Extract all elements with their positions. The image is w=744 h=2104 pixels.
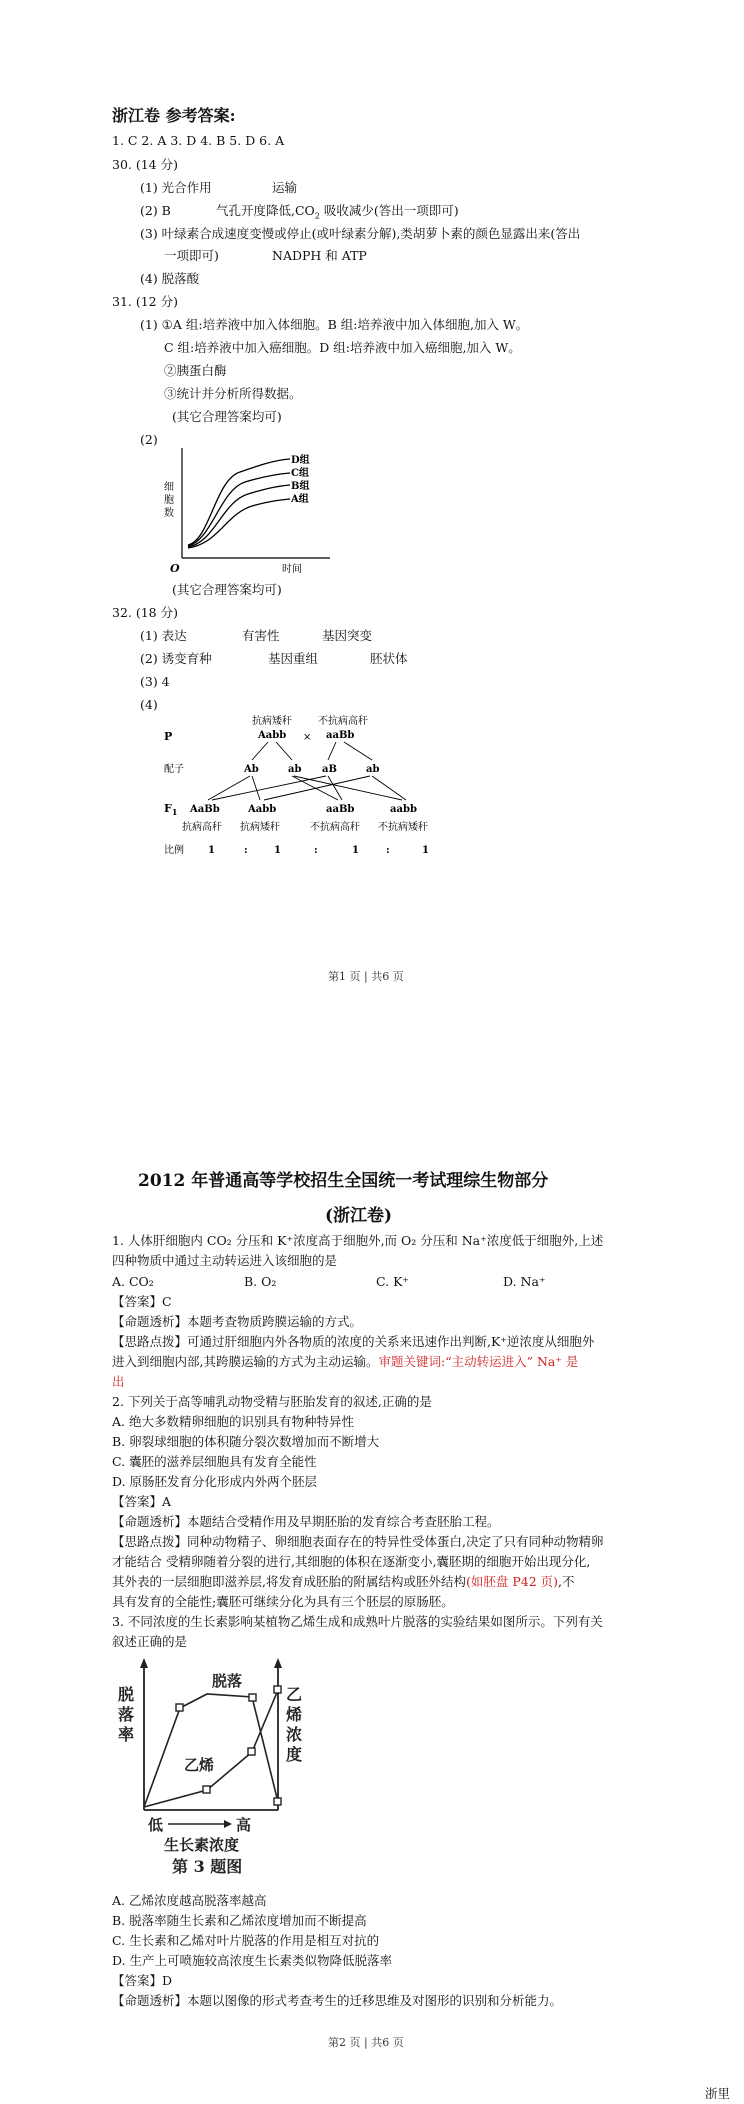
q32-line4: (4)	[140, 697, 158, 712]
q32-number: 32. (18 分)	[112, 605, 178, 620]
left-axis-label-char: 落	[118, 1705, 135, 1724]
x-arrow-head	[224, 1820, 232, 1828]
q32-line2a: (2) 诱变育种	[140, 651, 212, 666]
abscission-curve-label: 脱落	[212, 1672, 243, 1690]
ratio-colon: :	[314, 845, 318, 856]
left-axis-label-char: 脱	[118, 1685, 135, 1704]
q31-line5: (其它合理答案均可)	[172, 409, 282, 424]
graph-ylabel-3: 数	[164, 508, 174, 519]
f1-generation-label: $F_1$	[164, 802, 178, 817]
genetic-cross-diagram	[160, 712, 480, 867]
q32-line1c: 基因突变	[322, 628, 373, 643]
q31-line1: (1) ①A 组:培养液中加入体细胞。B 组:培养液中加入体细胞,加入 W。	[140, 317, 529, 332]
q1-stem-1: 1. 人体肝细胞内 CO₂ 分压和 K⁺浓度高于细胞外,而 O₂ 分压和 Na⁺浓度低于细胞外,上述	[112, 1233, 604, 1248]
x-low-label: 低	[148, 1816, 164, 1834]
q32-line3: (3) 4	[140, 674, 170, 689]
q1-option-c: C. K⁺	[376, 1274, 410, 1289]
q2-option-a: A. 绝大多数精卵细胞的识别具有物种特异性	[112, 1414, 354, 1429]
fertilization-line	[264, 776, 370, 800]
q32-line1a: (1) 表达	[140, 628, 187, 643]
graph-ylabel-2: 胞	[164, 495, 174, 506]
mc-answers: 1. C 2. A 3. D 4. B 5. D 6. A	[112, 133, 285, 148]
q1-answer: 【答案】C	[112, 1294, 172, 1309]
answer-key-heading: 浙江卷 参考答案:	[112, 106, 236, 125]
left-axis-label-char: 率	[118, 1725, 135, 1744]
q31-line4: ③统计并分析所得数据。	[164, 386, 302, 401]
q2-hint-3: 其外表的一层细胞即滋养层,将发育成胚胎的附属结构或胚外结构(如胚盘 P42 页),不	[112, 1574, 575, 1589]
q3-analysis: 【命题透析】本题以图像的形式考查考生的迁移思维及对图形的识别和分析能力。	[112, 1993, 563, 2008]
meiosis-line	[328, 742, 336, 760]
q30-line4: (4) 脱落酸	[140, 271, 200, 286]
meiosis-line	[252, 742, 268, 760]
q2-analysis: 【命题透析】本题结合受精作用及早期胚胎的发育综合考查胚胎工程。	[112, 1514, 500, 1529]
q2-hint-2: 才能结合 受精卵随着分裂的进行,其细胞的体积在逐渐变小,囊胚期的细胞开始出现分化,	[112, 1554, 591, 1569]
figure-3-graph	[112, 1652, 322, 1874]
q32-line2c: 胚状体	[370, 651, 408, 666]
page1-footer: 第1 页 | 共6 页	[328, 970, 404, 983]
ratio-value: 1	[208, 845, 215, 856]
right-axis-label-char: 浓	[286, 1725, 303, 1744]
q1-hint-2: 进入到细胞内部,其跨膜运输的方式为主动运输。审题关键词:“主动转运进入” Na⁺ 是	[112, 1354, 579, 1369]
q31-line2: C 组:培养液中加入癌细胞。D 组:培养液中加入癌细胞,加入 W。	[164, 340, 521, 355]
q2-answer: 【答案】A	[112, 1494, 172, 1509]
exam-subtitle: (浙江卷)	[325, 1206, 393, 1226]
q3-stem-2: 叙述正确的是	[112, 1634, 188, 1649]
q30-line3c: NADPH 和 ATP	[272, 248, 367, 263]
q31-line6: (2)	[140, 432, 158, 447]
abscission-point	[249, 1694, 256, 1701]
gamete-4: ab	[366, 764, 380, 775]
meiosis-line	[344, 742, 372, 760]
q1-stem-2: 四种物质中通过主动转运进入该细胞的是	[112, 1253, 338, 1268]
corner-watermark: 浙里	[705, 2086, 731, 2101]
parent2-genotype: aaBb	[326, 730, 355, 741]
curve-b	[188, 485, 290, 547]
curve-c	[188, 473, 290, 546]
q31-line7: (其它合理答案均可)	[172, 582, 282, 597]
q3-option-c: C. 生长素和乙烯对叶片脱落的作用是相互对抗的	[112, 1933, 380, 1948]
q32-line1b: 有害性	[242, 628, 280, 643]
q2-option-d: D. 原肠胚发育分化形成内外两个胚层	[112, 1474, 318, 1489]
phenotype-3: 不抗病高秆	[310, 822, 360, 833]
q1-option-b: B. O₂	[244, 1274, 277, 1289]
fertilization-line	[252, 776, 260, 800]
q30-number: 30. (14 分)	[112, 157, 178, 172]
graph-series-c: C组	[291, 468, 309, 479]
fertilization-line	[372, 776, 406, 800]
figure-caption: 第 3 题图	[172, 1857, 243, 1874]
q2-option-b: B. 卵裂球细胞的体积随分裂次数增加而不断增大	[112, 1434, 380, 1449]
abscission-point	[274, 1798, 281, 1805]
q2-hint-4: 具有发育的全能性;囊胚可继续分化为具有三个胚层的原肠胚。	[112, 1594, 454, 1609]
abscission-curve	[144, 1694, 278, 1807]
q3-option-a: A. 乙烯浓度越高脱落率越高	[112, 1893, 267, 1908]
cross-symbol: ×	[303, 732, 312, 743]
graph-origin: O	[170, 562, 180, 575]
fertilization-line	[328, 776, 342, 800]
curve-a	[188, 499, 290, 548]
q31-number: 31. (12 分)	[112, 294, 178, 309]
page2-footer: 第2 页 | 共6 页	[328, 2036, 404, 2049]
q1-hint-1: 【思路点拨】可通过肝细胞内外各物质的浓度的关系来迅速作出判断,K⁺逆浓度从细胞外	[112, 1334, 595, 1349]
exam-title: 2012 年普通高等学校招生全国统一考试理综生物部分	[138, 1171, 549, 1191]
q2-option-c: C. 囊胚的滋养层细胞具有发育全能性	[112, 1454, 317, 1469]
ratio-colon: :	[386, 845, 390, 856]
curve-d	[188, 459, 290, 545]
q3-stem-1: 3. 不同浓度的生长素影响某植物乙烯生成和成熟叶片脱落的实验结果如图所示。下列有关	[112, 1614, 603, 1629]
q30-line3: (3) 叶绿素合成速度变慢或停止(或叶绿素分解),类胡萝卜素的颜色显露出来(答出	[140, 226, 581, 241]
parent1-label: 抗病矮秆	[252, 716, 292, 727]
gamete-row-label: 配子	[164, 764, 184, 775]
graph-series-b: B组	[291, 481, 310, 492]
offspring-3: aaBb	[326, 804, 355, 815]
offspring-2: Aabb	[248, 804, 277, 815]
q32-line2b: 基因重组	[268, 651, 319, 666]
offspring-1: AaBb	[190, 804, 220, 815]
graph-series-d: D组	[291, 455, 310, 466]
graph-xlabel: 时间	[282, 564, 302, 575]
meiosis-line	[276, 742, 292, 760]
q1-analysis: 【命题透析】本题考查物质跨膜运输的方式。	[112, 1314, 363, 1329]
phenotype-1: 抗病高秆	[182, 822, 222, 833]
x-high-label: 高	[236, 1816, 252, 1834]
phenotype-4: 不抗病矮秆	[378, 822, 428, 833]
offspring-4: aabb	[390, 804, 417, 815]
q30-line2a: (2) B	[140, 203, 171, 218]
right-axis-arrow	[274, 1658, 282, 1668]
ratio-value: 1	[422, 845, 429, 856]
phenotype-2: 抗病矮秆	[240, 822, 280, 833]
right-axis-label-char: 乙	[286, 1685, 303, 1704]
parent1-genotype: Aabb	[258, 730, 287, 741]
q2-hint-1: 【思路点拨】同种动物精子、卵细胞表面存在的特异性受体蛋白,决定了只有同种动物精卵	[112, 1534, 604, 1549]
ethylene-point	[203, 1786, 210, 1793]
ratio-label: 比例	[164, 845, 184, 856]
q3-option-b: B. 脱落率随生长素和乙烯浓度增加而不断提高	[112, 1913, 367, 1928]
q30-line1a: (1) 光合作用	[140, 180, 212, 195]
q1-option-d: D. Na⁺	[503, 1274, 546, 1289]
graph-ylabel-1: 细	[164, 482, 174, 493]
q31-line3: ②胰蛋白酶	[164, 363, 227, 378]
ratio-value: 1	[352, 845, 359, 856]
q2-stem: 2. 下列关于高等哺乳动物受精与胚胎发育的叙述,正确的是	[112, 1394, 432, 1409]
ethylene-point	[274, 1686, 281, 1693]
ethylene-curve-label: 乙烯	[184, 1756, 215, 1774]
q1-option-a: A. CO₂	[112, 1274, 154, 1289]
parent2-label: 不抗病高秆	[318, 716, 368, 727]
q30-line1b: 运输	[272, 180, 298, 195]
x-axis-title: 生长素浓度	[164, 1836, 240, 1854]
q1-hint-3: 出	[112, 1374, 125, 1389]
p-generation-label: P	[164, 730, 173, 743]
right-axis-label-char: 烯	[286, 1705, 303, 1724]
left-axis-arrow	[140, 1658, 148, 1668]
ethylene-curve	[144, 1690, 278, 1807]
gamete-3: aB	[322, 764, 337, 775]
cell-growth-graph	[160, 440, 340, 580]
ratio-value: 1	[274, 845, 281, 856]
abscission-point	[176, 1704, 183, 1711]
right-axis-label-char: 度	[286, 1745, 303, 1764]
q3-option-d: D. 生产上可喷施较高浓度生长素类似物降低脱落率	[112, 1953, 393, 1968]
ethylene-point	[248, 1748, 255, 1755]
gamete-2: ab	[288, 764, 302, 775]
ratio-colon: :	[244, 845, 248, 856]
q30-line2: 气孔开度降低$,CO_2$ 吸收减少(答出一项即可)	[216, 203, 459, 221]
q30-line3b: 一项即可)	[164, 248, 219, 263]
graph-series-a: A组	[291, 494, 309, 505]
q3-answer: 【答案】D	[112, 1973, 173, 1988]
gamete-1: Ab	[244, 764, 259, 775]
